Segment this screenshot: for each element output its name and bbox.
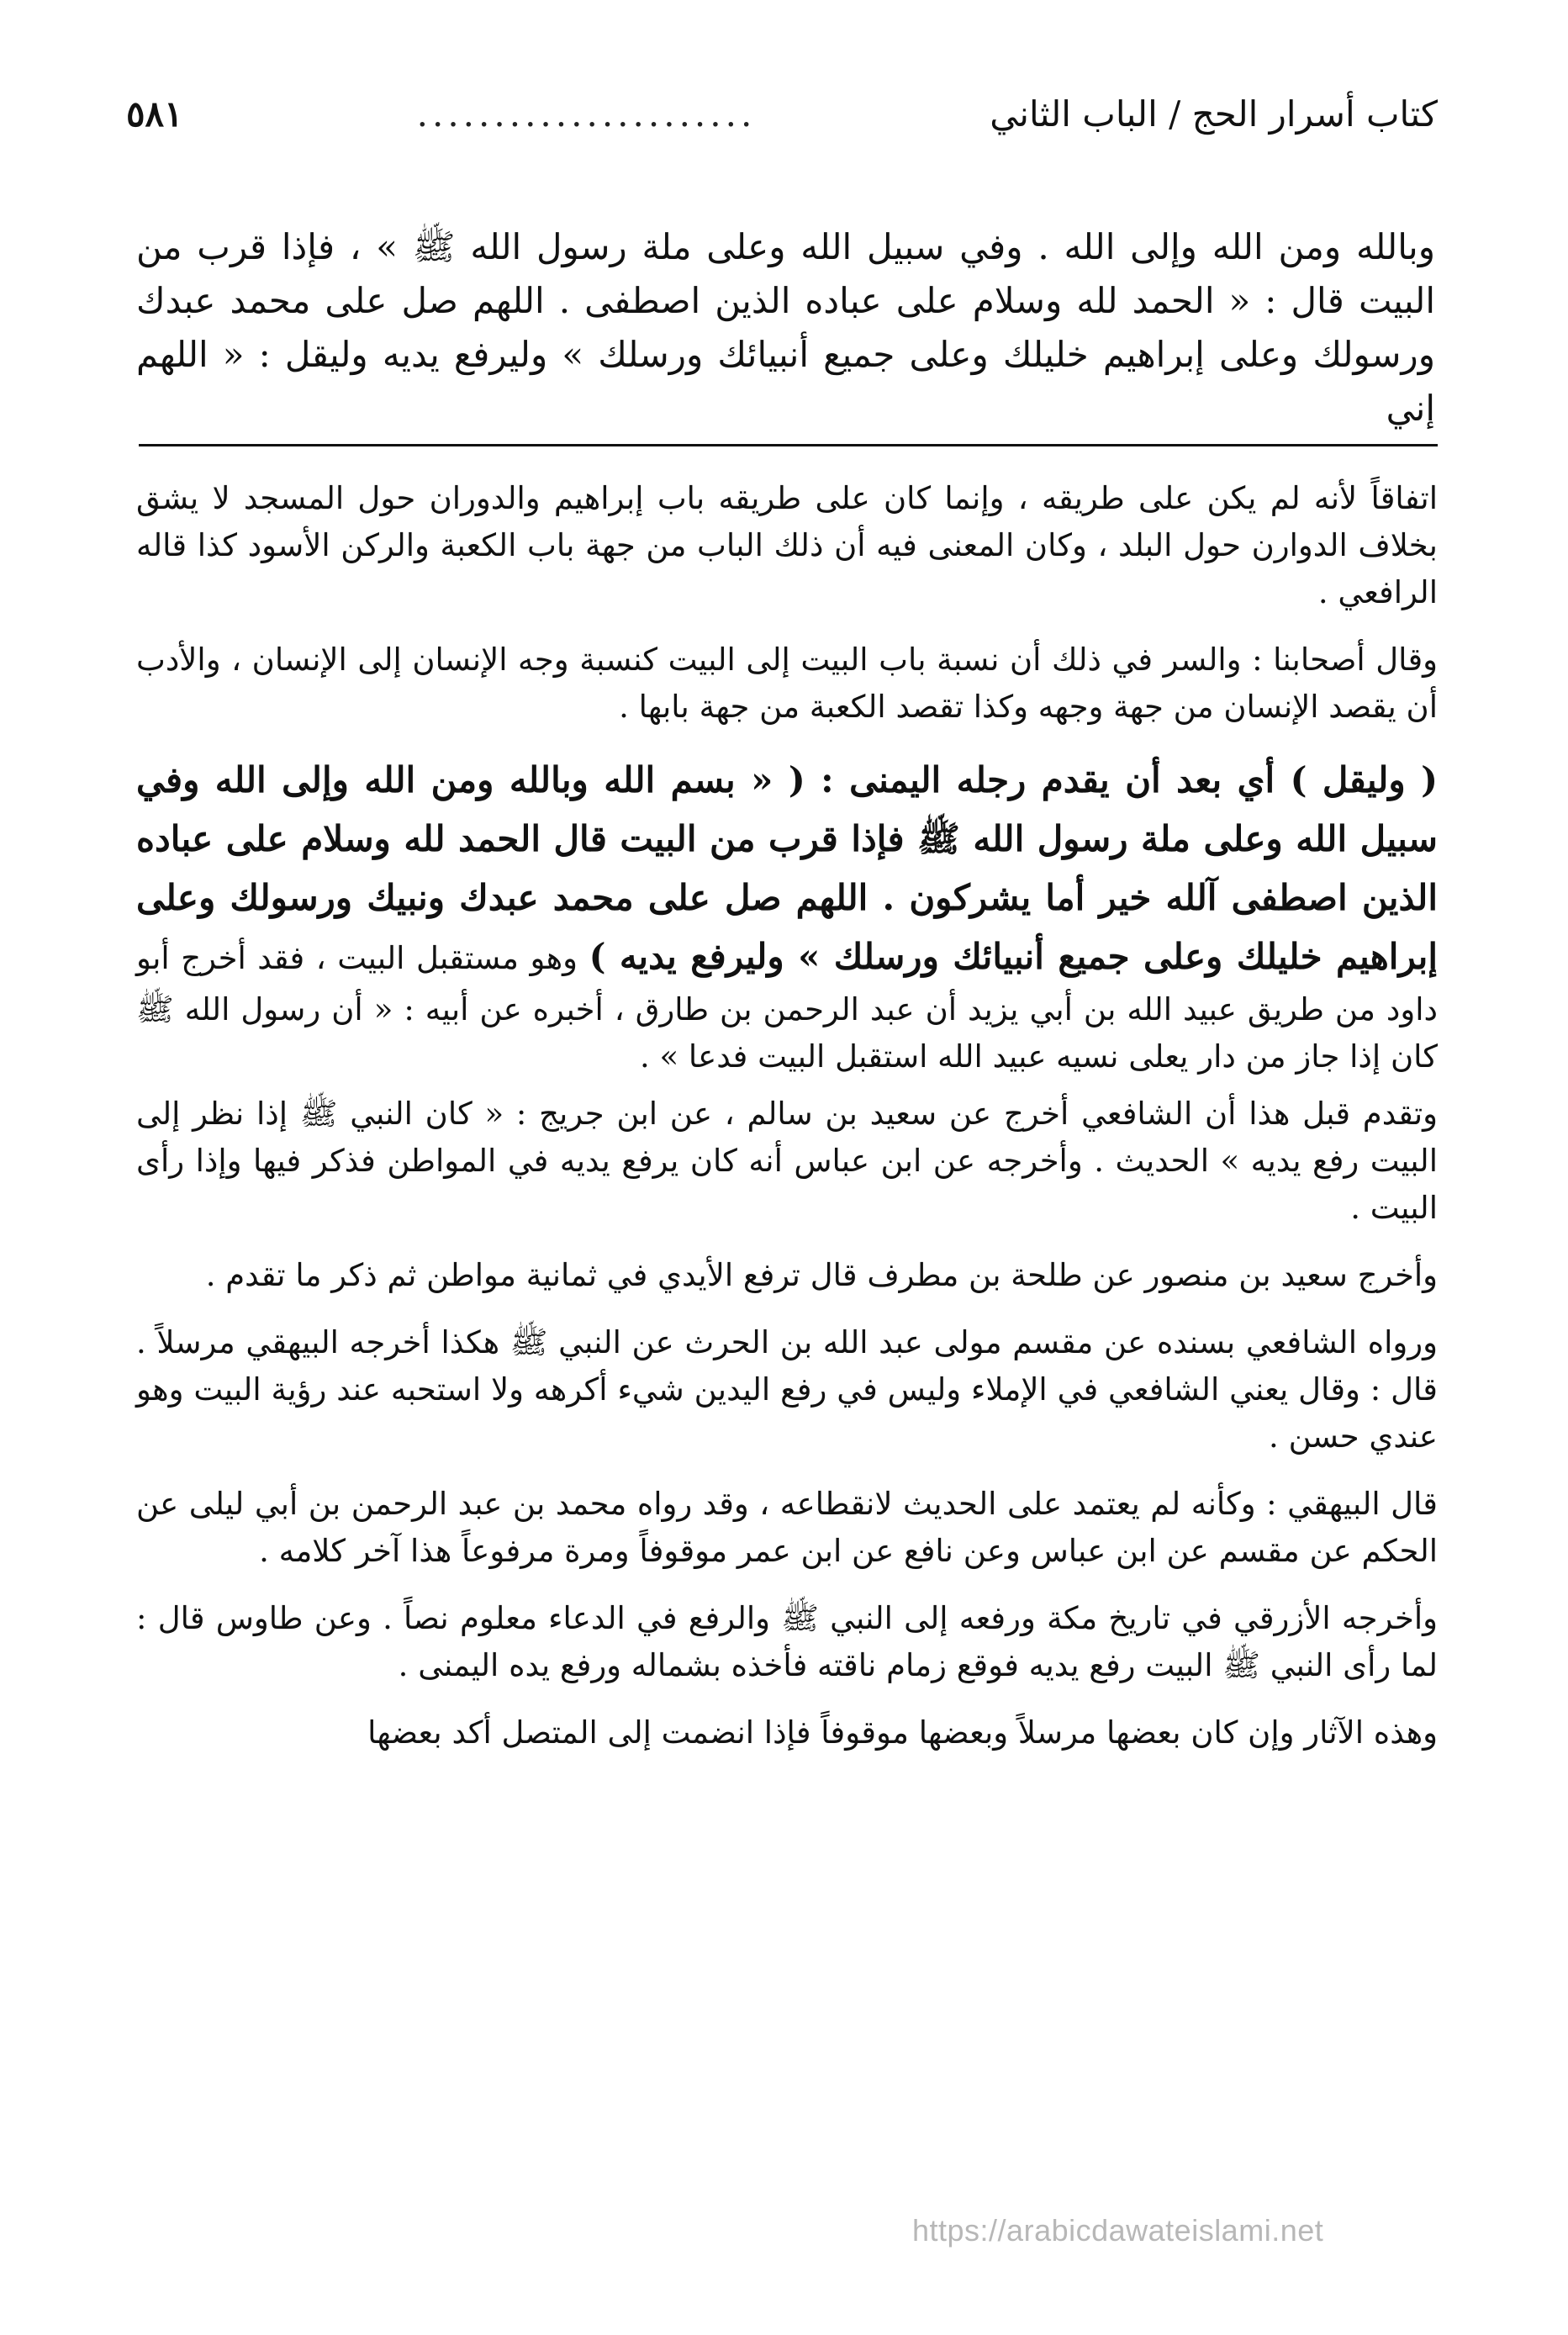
website-watermark: https://arabicdawateislami.net xyxy=(912,2213,1324,2248)
commentary-paragraph-3-rest: وهو مستقبل البيت ، فقد أخرج أبو داود من طريق عبيد الله بن أبي يزيد أن عبد الرحمن بن طارق ، أخبره عن أبيه : « أن رسول الله ﷺ كان إذا جاز من دار يعلى نسيه عبيد الله استقبل البيت فدعا » . xyxy=(136,940,1438,1075)
commentary-paragraph-4: وتقدم قبل هذا أن الشافعي أخرج عن سعيد بن سالم ، عن ابن جريج : « كان النبي ﷺ إذا نظر إلى البيت رفع يديه » الحديث . وأخرجه عن ابن عباس أنه كان يرفع يديه في المواطن فذكر فيها وإذا رأى البيت . xyxy=(136,1096,1438,1226)
commentary-paragraph-8: وأخرجه الأزرقي في تاريخ مكة ورفعه إلى النبي ﷺ والرفع في الدعاء معلوم نصاً . وعن طاوس قال : لما رأى النبي ﷺ البيت رفع يديه فوقع زمام ناقته فأخذه بشماله ورفع يده اليمنى . xyxy=(136,1600,1438,1683)
text-divider-rule xyxy=(139,444,1438,446)
running-title: كتاب أسرار الحج / الباب الثاني xyxy=(990,92,1438,135)
commentary-paragraph-6: ورواه الشافعي بسنده عن مقسم مولى عبد الله بن الحرث عن النبي ﷺ هكذا أخرجه البيهقي مرسلاً . قال : وقال يعني الشافعي في الإملاء وليس في رفع اليدين شيء أكرهه ولا استحبه عند رؤية البيت وهو عندي حسن . xyxy=(136,1324,1438,1455)
commentary-paragraph-3 xyxy=(136,751,1438,1080)
commentary-paragraph-7: قال البيهقي : وكأنه لم يعتمد على الحديث لانقطاعه ، وقد رواه محمد بن عبد الرحمن بن أبي ليلى عن الحكم عن مقسم عن ابن عباس وعن نافع عن ابن عمر موقوفاً ومرة مرفوعاً هذا آخر كلامه . xyxy=(136,1486,1438,1569)
quoted-matn-text: ( وليقل ) أي بعد أن يقدم رجله اليمنى : ( « بسم الله وبالله ومن الله وإلى الله وفي سبيل الله وعلى ملة رسول الله ﷺ فإذا قرب من البيت قال الحمد لله وسلام على عباده الذين اصطفى آلله خير أما يشركون . اللهم صل على محمد عبدك ونبيك ورسولك وعلى إبراهيم خليلك وعلى جميع أنبيائك ورسلك » وليرفع يديه ) xyxy=(136,759,1438,977)
running-header xyxy=(126,81,1438,148)
commentary-paragraph-1: اتفاقاً لأنه لم يكن على طريقه ، وإنما كان على طريقه باب إبراهيم والدوران حول المسجد لا يشق بخلاف الدوارن حول البلد ، وكان المعنى فيه أن ذلك الباب من جهة باب الكعبة والركن الأسود كذا قاله الرافعي . xyxy=(136,480,1438,610)
commentary-paragraph-5: وأخرج سعيد بن منصور عن طلحة بن مطرف قال ترفع الأيدي في ثمانية مواطن ثم ذكر ما تقدم . xyxy=(205,1257,1438,1293)
commentary xyxy=(136,475,1438,1777)
running-header-dots: ...................... xyxy=(416,94,757,135)
commentary-paragraph-9: وهذه الآثار وإن كان بعضها مرسلاً وبعضها موقوفاً فإذا انضمت إلى المتصل أكد بعضها xyxy=(367,1714,1438,1751)
page-number: ٥٨١ xyxy=(126,92,183,135)
main-text: وبالله ومن الله وإلى الله . وفي سبيل الله وعلى ملة رسول الله ﷺ » ، فإذا قرب من البيت قال : « الحمد لله وسلام على عباده الذين اصطفى . اللهم صل على محمد عبدك ورسولك وعلى إبراهيم خليلك وعلى جميع أنبيائك ورسلك » وليرفع يديه وليقل : « اللهم إني xyxy=(136,226,1435,429)
commentary-paragraph-2: وقال أصحابنا : والسر في ذلك أن نسبة باب البيت إلى البيت كنسبة وجه الإنسان إلى الإنسان ، والأدب أن يقصد الإنسان من جهة وجهه وكذا تقصد الكعبة من جهة بابها . xyxy=(136,642,1438,725)
